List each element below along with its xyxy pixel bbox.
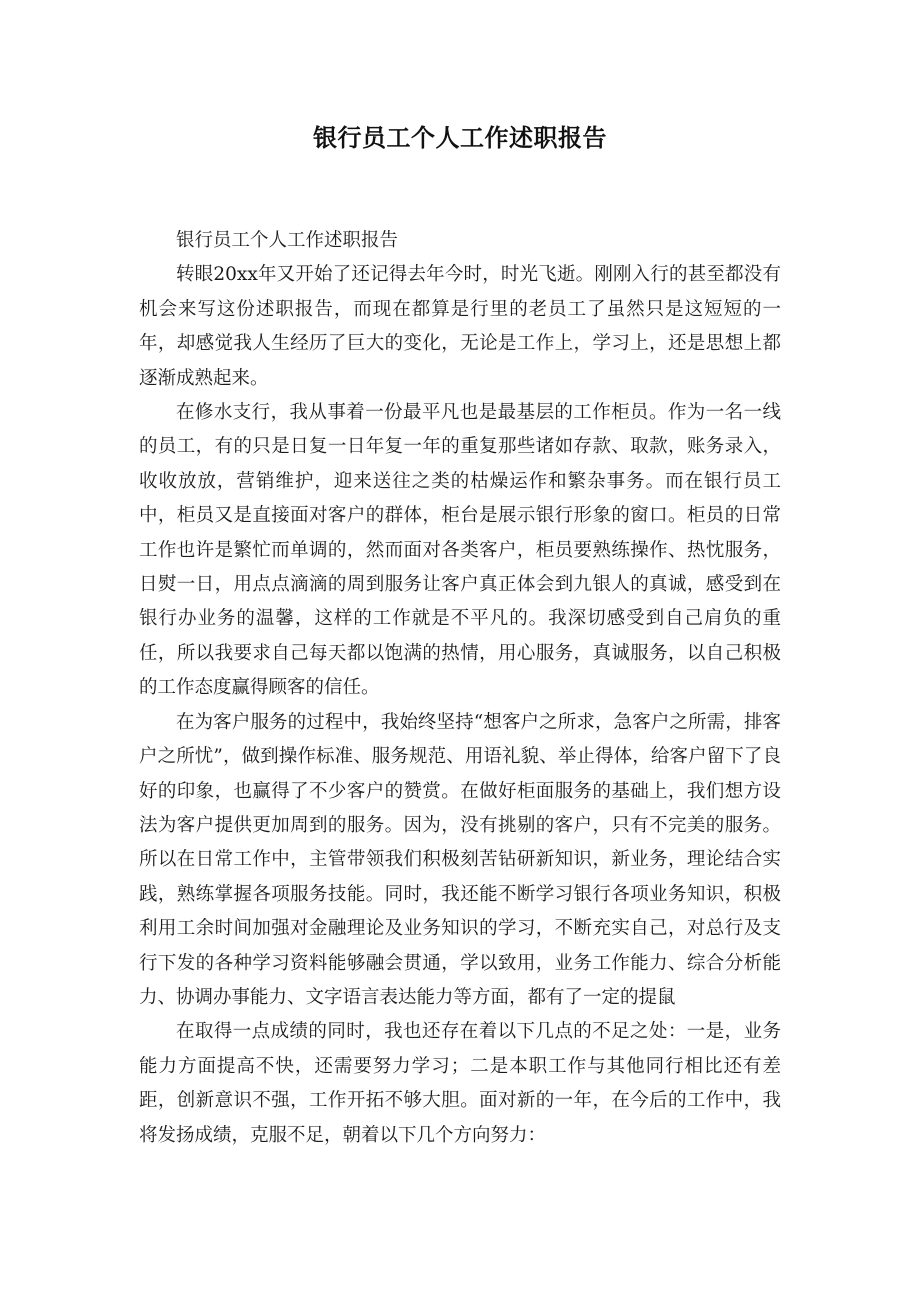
body-paragraph: 在修水支行，我从事着一份最平凡也是最基层的工作柜员。作为一名一线的员工，有的只是日复一日年复一年的重复那些诸如存款、取款，账务录入，收收放放，营销维护，迎来送往之类的枯燥运作和繁杂事务。而在银行员工中，柜员又是直接面对客户的群体，柜台是展示银行形象的窗口。柜员的日常工作也许是繁忙而单调的，然而面对各类客户，柜员要熟练操作、热忱服务，日熨一日，用点点滴滴的周到服务让客户真正体会到九银人的真诚，感受到在银行办业务的温馨，这样的工作就是不平凡的。我深切感受到自己肩负的重任，所以我要求自己每天都以饱满的热情，用心服务，真诚服务，以自己积极的工作态度赢得顾客的信任。 — [139, 402, 781, 699]
document-body — [139, 224, 781, 1153]
body-paragraph: 转眼20xx年又开始了还记得去年今时，时光飞逝。刚刚入行的甚至都没有机会来写这份述职报告，而现在都算是行里的老员工了虽然只是这短短的一年，却感觉我人生经历了巨大的变化，无论是工作上，学习上，还是思想上都逐渐成熟起来。 — [139, 264, 781, 389]
document-title: 银行员工个人工作述职报告 — [313, 124, 607, 152]
body-subtitle: 银行员工个人工作述职报告 — [176, 230, 399, 251]
body-paragraph: 在为客户服务的过程中，我始终坚持“想客户之所求，急客户之所需，排客户之所忧”，做到操作标准、服务规范、用语礼貌、举止得体，给客户留下了良好的印象，也赢得了不少客户的赞赏。在做好柜面服务的基础上，我们想方设法为客户提供更加周到的服务。因为，没有挑剔的客户，只有不完美的服务。所以在日常工作中，主管带领我们积极刻苦钻研新知识，新业务，理论结合实践，熟练掌握各项服务技能。同时，我还能不断学习银行各项业务知识，积极利用工余时间加强对金融理论及业务知识的学习，不断充实自己，对总行及支行下发的各种学习资料能够融会贯通，学以致用，业务工作能力、综合分析能力、协调办事能力、文字语言表达能力等方面，都有了一定的提鼠 — [139, 711, 781, 1008]
body-paragraph: 在取得一点成绩的同时，我也还存在着以下几点的不足之处：一是，业务能力方面提高不快，还需要努力学习；二是本职工作与其他同行相比还有差距，创新意识不强，工作开拓不够大胆。面对新的一年，在今后的工作中，我将发扬成绩，克服不足，朝着以下几个方向努力： — [139, 1021, 781, 1146]
